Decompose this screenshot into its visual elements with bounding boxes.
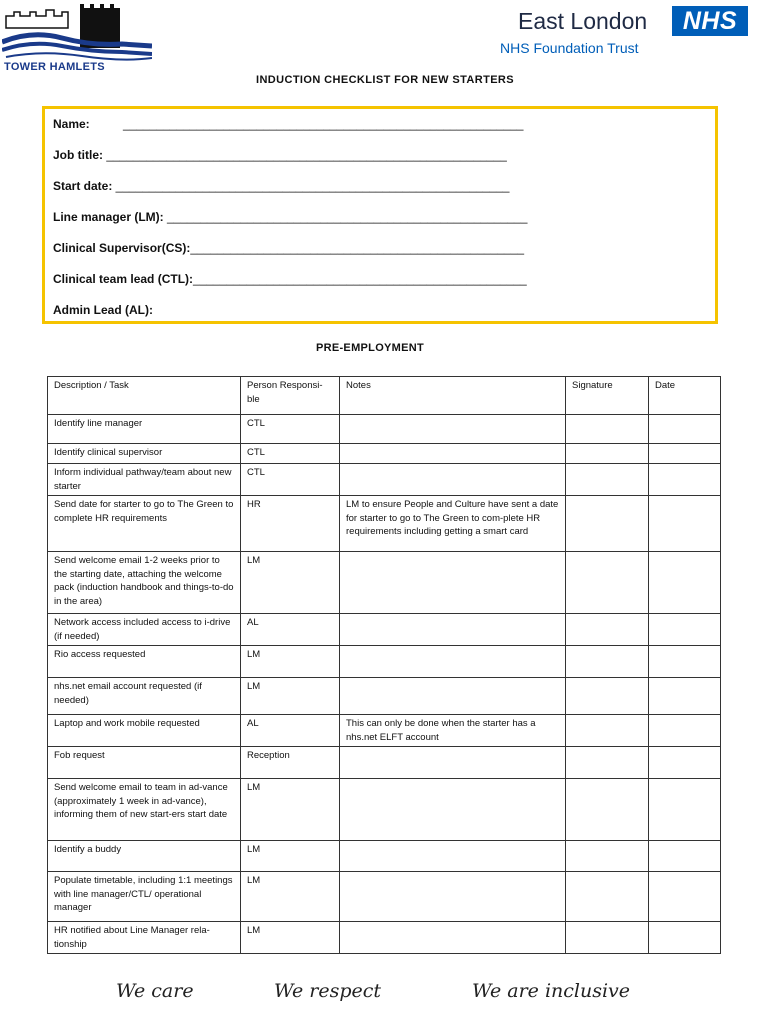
castle-waves-icon — [2, 4, 152, 62]
person-cell: CTL — [241, 464, 340, 496]
nhs-badge: NHS — [672, 6, 748, 36]
date-cell[interactable] — [649, 646, 721, 678]
task-cell: Send welcome email to team in ad-vance (approximately 1 week in ad-vance), informing them of new start-ers start date — [48, 779, 241, 841]
table-row — [48, 715, 721, 747]
date-cell[interactable] — [649, 678, 721, 715]
person-cell: AL — [241, 614, 340, 646]
signature-cell[interactable] — [566, 678, 649, 715]
date-cell[interactable] — [649, 496, 721, 552]
person-cell: LM — [241, 779, 340, 841]
person-cell: HR — [241, 496, 340, 552]
notes-cell[interactable]: This can only be done when the starter has a nhs.net ELFT account — [340, 715, 566, 747]
date-cell[interactable] — [649, 552, 721, 614]
trust-name: East London — [518, 8, 648, 34]
table-row — [48, 922, 721, 954]
table-row — [48, 841, 721, 872]
header-notes: Notes — [340, 377, 566, 415]
person-cell: LM — [241, 872, 340, 922]
notes-cell[interactable] — [340, 415, 566, 444]
notes-cell[interactable] — [340, 747, 566, 779]
signature-cell[interactable] — [566, 464, 649, 496]
task-cell: Laptop and work mobile requested — [48, 715, 241, 747]
task-cell: Send welcome email 1-2 weeks prior to the starting date, attaching the welcome pack (induction handbook and things-to-do in the area) — [48, 552, 241, 614]
field-admin-lead[interactable]: Admin Lead (AL): — [53, 303, 153, 317]
person-cell: LM — [241, 922, 340, 954]
notes-cell[interactable] — [340, 552, 566, 614]
notes-cell[interactable] — [340, 678, 566, 715]
person-cell: AL — [241, 715, 340, 747]
field-clinical-supervisor[interactable]: Clinical Supervisor(CS):__________________________________________________ — [53, 241, 525, 255]
task-cell: Populate timetable, including 1:1 meetings with line manager/CTL/ operational manager — [48, 872, 241, 922]
notes-cell[interactable] — [340, 872, 566, 922]
table-row — [48, 747, 721, 779]
notes-cell[interactable] — [340, 841, 566, 872]
pre-employment-table — [47, 376, 721, 954]
notes-cell[interactable] — [340, 922, 566, 954]
signature-cell[interactable] — [566, 415, 649, 444]
person-cell: CTL — [241, 415, 340, 444]
table-row — [48, 415, 721, 444]
task-cell: Inform individual pathway/team about new starter — [48, 464, 241, 496]
signature-cell[interactable] — [566, 841, 649, 872]
table-row — [48, 678, 721, 715]
date-cell[interactable] — [649, 715, 721, 747]
person-cell: LM — [241, 678, 340, 715]
date-cell[interactable] — [649, 841, 721, 872]
document-title: INDUCTION CHECKLIST FOR NEW STARTERS — [255, 74, 515, 86]
tower-hamlets-logo — [2, 4, 152, 74]
table-row — [48, 444, 721, 464]
values-footer — [0, 980, 770, 1020]
signature-cell[interactable] — [566, 646, 649, 678]
table-row — [48, 496, 721, 552]
person-cell: LM — [241, 646, 340, 678]
task-cell: Identify clinical supervisor — [48, 444, 241, 464]
signature-cell[interactable] — [566, 779, 649, 841]
notes-cell[interactable] — [340, 779, 566, 841]
task-cell: Send date for starter to go to The Green to complete HR requirements — [48, 496, 241, 552]
notes-cell[interactable]: LM to ensure People and Culture have sent a date for starter to go to The Green to com-plete HR requirements including getting a smart card — [340, 496, 566, 552]
notes-cell[interactable] — [340, 464, 566, 496]
signature-cell[interactable] — [566, 552, 649, 614]
date-cell[interactable] — [649, 464, 721, 496]
table-row — [48, 552, 721, 614]
date-cell[interactable] — [649, 747, 721, 779]
header-description: Description / Task — [48, 377, 241, 415]
header-date: Date — [649, 377, 721, 415]
table-header-row — [48, 377, 721, 415]
value-we-respect: We respect — [274, 980, 382, 1002]
header-signature: Signature — [566, 377, 649, 415]
signature-cell[interactable] — [566, 496, 649, 552]
signature-cell[interactable] — [566, 614, 649, 646]
task-cell: Identify a buddy — [48, 841, 241, 872]
value-we-are-inclusive: We are inclusive — [472, 980, 631, 1002]
section-title-pre-employment: PRE-EMPLOYMENT — [315, 342, 425, 354]
task-cell: Network access included access to i-drive (if needed) — [48, 614, 241, 646]
table-row — [48, 614, 721, 646]
date-cell[interactable] — [649, 614, 721, 646]
starter-details-box — [42, 106, 718, 324]
field-name[interactable]: Name: ____________________________________________________________ — [53, 117, 524, 131]
date-cell[interactable] — [649, 872, 721, 922]
signature-cell[interactable] — [566, 922, 649, 954]
date-cell[interactable] — [649, 415, 721, 444]
notes-cell[interactable] — [340, 444, 566, 464]
task-cell: Rio access requested — [48, 646, 241, 678]
person-cell: Reception — [241, 747, 340, 779]
signature-cell[interactable] — [566, 444, 649, 464]
task-cell: nhs.net email account requested (if needed) — [48, 678, 241, 715]
task-cell: Identify line manager — [48, 415, 241, 444]
nhs-trust-logo — [500, 6, 760, 66]
date-cell[interactable] — [649, 779, 721, 841]
table-row — [48, 779, 721, 841]
signature-cell[interactable] — [566, 747, 649, 779]
person-cell: LM — [241, 552, 340, 614]
table-row — [48, 646, 721, 678]
trust-subtitle: NHS Foundation Trust — [500, 40, 639, 56]
task-cell: HR notified about Line Manager rela-tionship — [48, 922, 241, 954]
signature-cell[interactable] — [566, 715, 649, 747]
table-row — [48, 872, 721, 922]
tower-hamlets-text: TOWER HAMLETS — [4, 61, 105, 73]
person-cell: CTL — [241, 444, 340, 464]
date-cell[interactable] — [649, 922, 721, 954]
date-cell[interactable] — [649, 444, 721, 464]
field-start-date[interactable]: Start date: ___________________________________________________________ — [53, 179, 510, 193]
table-row — [48, 464, 721, 496]
field-clinical-team-lead[interactable]: Clinical team lead (CTL):__________________________________________________ — [53, 272, 527, 286]
person-cell: LM — [241, 841, 340, 872]
header-person-responsible: Person Responsi-ble — [241, 377, 340, 415]
signature-cell[interactable] — [566, 872, 649, 922]
value-we-care: We care — [116, 980, 194, 1002]
notes-cell[interactable] — [340, 646, 566, 678]
notes-cell[interactable] — [340, 614, 566, 646]
task-cell: Fob request — [48, 747, 241, 779]
field-job-title[interactable]: Job title: ____________________________________________________________ — [53, 148, 507, 162]
field-line-manager[interactable]: Line manager (LM): ______________________________________________________ — [53, 210, 528, 224]
